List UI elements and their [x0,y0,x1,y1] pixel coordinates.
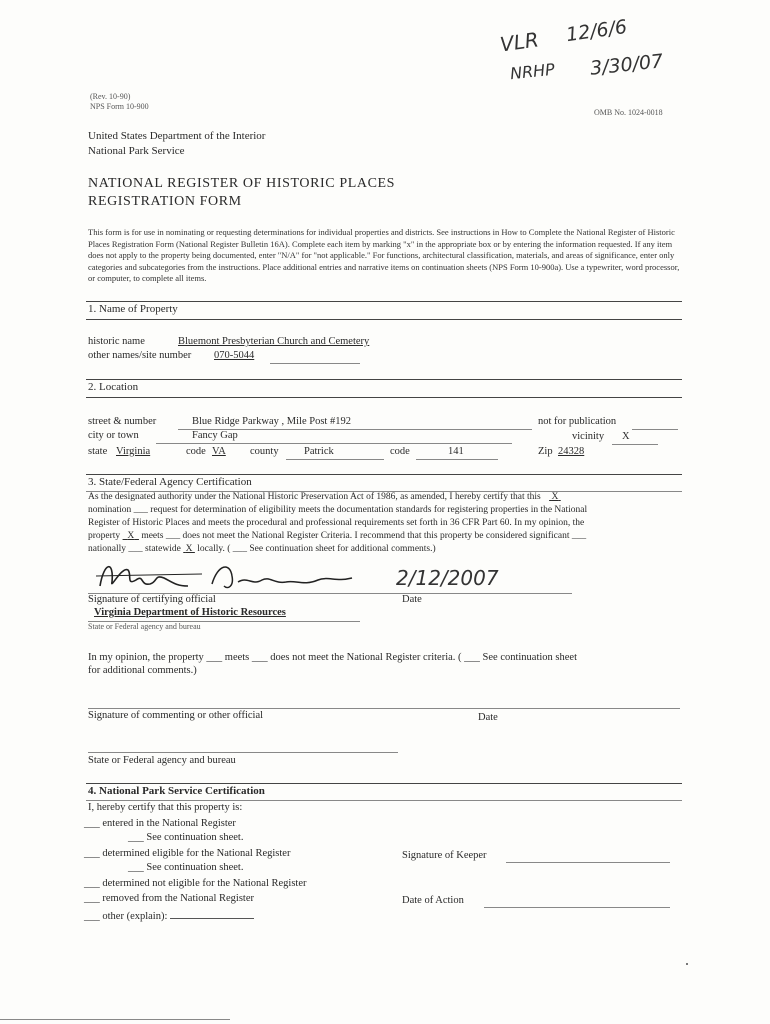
signature-label: Signature of certifying official [88,594,216,605]
certifying-official-signature [92,556,372,596]
not-for-publication-blank [632,429,678,430]
commenting-signature-label: Signature of commenting or other official [88,710,264,721]
not-for-publication-label: not for publication [538,416,617,427]
cert-meets-mark: X [127,531,135,541]
county-label: county [250,446,279,457]
certifying-agency: Virginia Department of Historic Resources [94,607,286,618]
nps-option-eligible: ___ determined eligible for the National Register [84,848,291,859]
vicinity-value: X [622,431,630,442]
county-code-underline [416,459,498,460]
service-name: National Park Service [88,145,185,157]
omb-number: OMB No. 1024-0018 [594,108,663,117]
cert-line-4 [88,531,586,541]
section4-heading: 4. National Park Service Certification [88,785,265,797]
county-underline [286,459,384,460]
date-of-action-label: Date of Action [402,895,464,906]
cert-line-2: nomination ___ request for determination of eligibility meets the documentation standards for registering properties in the National [88,505,588,515]
other-names-value: 070-5044 [214,350,255,361]
section1-top-rule [86,301,682,302]
cert-line-1 [88,492,561,502]
county-code-label: code [390,446,410,457]
section1-heading: 1. Name of Property [88,303,178,315]
cert-line-5-prefix: nationally ___ statewide [88,544,181,554]
handwritten-nrhp: NRHP [509,59,556,84]
form-revision: (Rev. 10-90) [90,92,131,101]
city-label: city or town [88,430,139,441]
section3-top-rule [86,474,682,475]
state-code-value: VA [212,446,226,457]
cert-statewide-mark: X [185,544,193,554]
cert-line-3: Register of Historic Places and meets the procedural and professional requirements set forth in 36 CFR Part 60. In my opinion, the [88,518,585,528]
comment-signature-line [88,708,680,709]
opinion-line-2: for additional comments.) [88,665,197,676]
agency2-line [88,752,398,753]
nps-option-removed: ___ removed from the National Register [84,893,254,904]
form-instructions: This form is for use in nominating or requesting determinations for individual properties and districts. See instructions in How to Complete the National Register of Historic Places Registration Form (National Register Bulletin 16A). Complete each item by marking "x" in the appropriate box or by entering the information requested. If any item does not apply to the property being documented, enter "N/A" for "not applicable." For functions, architectural classification, materials, and areas of significance, enter only categories and subcategories from the instructions. Place additional entries and narrative items on continuation sheets (NPS Form 10-900a). Use a typewriter, word processor, or computer, to complete all items. [88,227,680,283]
state-value: Virginia [116,446,151,457]
nps-cert-intro: I, hereby certify that this property is: [88,802,243,813]
section4-bottom-rule [86,800,682,801]
form-title: NATIONAL REGISTER OF HISTORIC PLACES [88,176,396,191]
state-code-label: code [186,446,206,457]
cert-line-4-prefix: property [88,531,121,541]
nps-option-other: ___ other (explain): [84,908,254,922]
cert-line-1-text: As the designated authority under the National Historic Preservation Act of 1986, as amended, I hereby certify that this [88,492,541,502]
agency2-label: State or Federal agency and bureau [88,755,236,766]
nps-option-see-cont-1: ___ See continuation sheet. [128,832,244,843]
handwritten-nrhp-date: 3/30/07 [589,50,665,80]
scan-dot [686,963,688,965]
county-code-value: 141 [448,446,464,457]
cert-line-5 [88,544,436,554]
vicinity-blank [612,444,658,445]
county-value: Patrick [304,446,334,457]
other-names-label: other names/site number [88,350,192,361]
commenting-date-label: Date [478,712,498,723]
state-label: state [88,446,108,457]
historic-name-value: Bluemont Presbyterian Church and Cemetery [178,336,370,347]
handwritten-vlr: VLR [498,27,541,57]
section3-heading: 3. State/Federal Agency Certification [88,476,252,488]
other-names-blank [270,363,360,364]
nps-option-see-cont-2: ___ See continuation sheet. [128,862,244,873]
cert-nomination-mark: X [551,492,559,502]
zip-label: Zip [538,446,553,457]
keeper-signature-label: Signature of Keeper [402,850,487,861]
vicinity-label: vicinity [572,431,605,442]
section2-heading: 2. Location [88,381,139,393]
handwritten-vlr-date: 12/6/6 [564,15,629,47]
cert-line-4-text: meets ___ does not meet the National Register Criteria. I recommend that this property be considered significant ___ [141,531,587,541]
section1-bottom-rule [86,319,682,320]
department-name: United States Department of the Interior [88,130,266,142]
cert-line-5-text: locally. ( ___ See continuation sheet for additional comments.) [197,544,436,554]
city-underline [156,443,512,444]
keeper-signature-line [506,862,670,863]
scan-edge-mark [0,1019,230,1020]
date-of-action-line [484,907,670,908]
historic-name-label: historic name [88,336,145,347]
agency-label: State or Federal agency and bureau [88,622,201,631]
section2-bottom-rule [86,397,682,398]
street-value: Blue Ridge Parkway , Mile Post #192 [192,416,351,427]
street-label: street & number [88,416,157,427]
form-number: NPS Form 10-900 [90,102,149,111]
zip-value: 24328 [558,446,585,457]
signed-date: 2/12/2007 [396,566,499,590]
nps-option-not-eligible: ___ determined not eligible for the National Register [84,878,307,889]
form-subtitle: REGISTRATION FORM [88,194,242,209]
nps-option-entered: ___ entered in the National Register [84,818,236,829]
city-value: Fancy Gap [192,430,238,441]
section4-top-rule [86,783,682,784]
opinion-line-1: In my opinion, the property ___ meets ___ does not meet the National Register criteria. ( ___ See continuation sheet [88,652,578,663]
section2-top-rule [86,379,682,380]
signature-date-label: Date [402,594,422,605]
